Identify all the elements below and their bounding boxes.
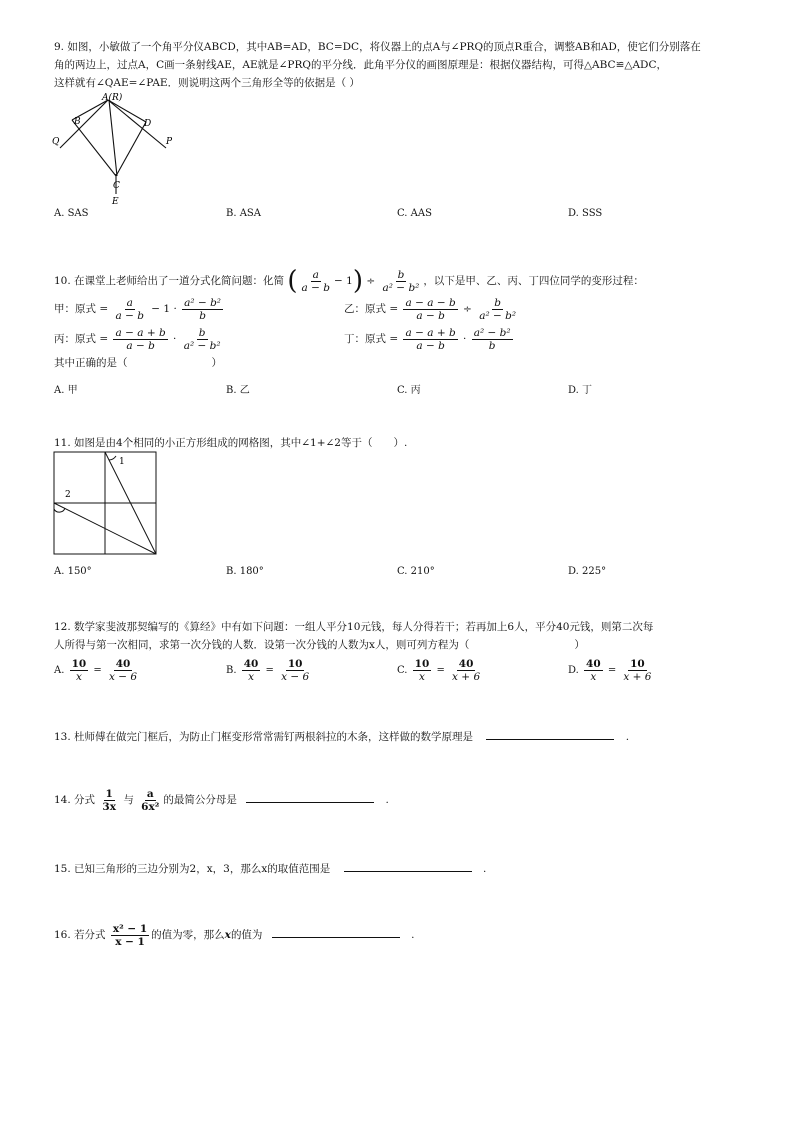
q10-question: 其中正确的是（ ） (54, 357, 222, 369)
q12-option-a[interactable]: A. $\frac{10}{x}$ = $\frac{40}{x - 6}$ (54, 658, 138, 683)
q10-option-c[interactable]: C. 丙 (397, 385, 421, 396)
q11-option-a[interactable]: A. 150° (54, 566, 92, 577)
q9-stem-line1: 9. 如图，小敏做了一个角平分仪ABCD，其中AB=AD，BC=DC，将仪器上的点A与∠PRQ的顶点R重合，调整AB和AD，使它们分别落在 (54, 41, 701, 53)
q9-option-b[interactable]: B. ASA (226, 208, 261, 219)
q10-option-b[interactable]: B. 乙 (226, 385, 250, 396)
q10-bing: 丙：原式 = $\frac{a - a + b}{a - b}$ · $\frac{b}{\text{a² − b²}}$ (54, 326, 221, 352)
q16-answer-blank[interactable] (272, 937, 400, 938)
q9-label-E: E (112, 197, 119, 207)
q11-option-c[interactable]: C. 210° (397, 566, 435, 577)
q9-stem-line2: 角的两边上，过点A，C画一条射线AE，AE就是∠PRQ的平分线．此角平分仪的画图原理是：根据仪器结构，可得△ABC≌△ADC， (54, 59, 667, 71)
q10-left-paren: ( (287, 266, 298, 296)
q9-label-P: P (166, 137, 173, 147)
q9-label-C: C (113, 181, 120, 191)
q9-option-a[interactable]: A. SAS (54, 208, 89, 219)
q15-answer-blank[interactable] (344, 871, 472, 872)
q10-stem (54, 266, 644, 296)
q11-angle-2-label: 2 (65, 490, 71, 500)
q10-option-d[interactable]: D. 丁 (568, 385, 593, 396)
q9-label-Q: Q (52, 137, 60, 147)
q10-frac-divisor: $\frac{b}{\text{a² − b²}}$ (382, 268, 420, 294)
q9-stem-line3: 这样就有∠QAE=∠PAE．则说明这两个三角形全等的依据是（ ） (54, 77, 360, 89)
q12-stem-line2: 人所得与第一次相同，求第一次分钱的人数．设第一次分钱的人数为x人，则可列方程为（ ） (54, 639, 585, 651)
q14-answer-blank[interactable] (246, 802, 374, 803)
q9-label-D: D (144, 119, 152, 129)
q10-intro-tail: ，以下是甲、乙、丙、丁四位同学的变形过程： (423, 275, 644, 287)
q11-option-b[interactable]: B. 180° (226, 566, 264, 577)
q11-stem: 11. 如图是由4个相同的小正方形组成的网格图，其中∠1+∠2等于（ ）. (54, 437, 408, 449)
q9-label-B: B (74, 117, 81, 127)
q9-option-d[interactable]: D. SSS (568, 208, 603, 219)
q9-label-A: A(R) (102, 93, 123, 103)
q11-option-d[interactable]: D. 225° (568, 566, 607, 577)
q16-stem: 16. 若分式 $\frac{\text{x² − 1}}{x - 1}$ 的值为零，那么x的值为 . (54, 922, 415, 948)
q10-ding: 丁：原式 = $\frac{a - a + b}{a - b}$ · $\frac{\text{a² − b²}}{b}$ (344, 326, 511, 352)
q12-option-b[interactable]: B. $\frac{40}{x}$ = $\frac{10}{x - 6}$ (226, 658, 310, 683)
q12-option-c[interactable]: C. $\frac{10}{x}$ = $\frac{40}{x + 6}$ (397, 658, 481, 683)
q12-option-d[interactable]: D. $\frac{40}{x}$ = $\frac{10}{x + 6}$ (568, 658, 652, 683)
q10-yi: 乙：原式 = $\frac{a - a - b}{a - b}$ ÷ $\frac{b}{\text{a² − b²}}$ (344, 296, 517, 322)
q10-jia: 甲：原式 = $\frac{a}{a - b}$ − 1 · $\frac{\text{a² − b²}}{b}$ (54, 296, 222, 322)
q10-frac-main: $\frac{a}{a - b}$ (301, 268, 331, 294)
q9-angle-bisector-diagram (50, 90, 180, 208)
q13-answer-blank[interactable] (486, 739, 614, 740)
q10-minus-one: − 1 (334, 275, 353, 287)
q10-option-a[interactable]: A. 甲 (54, 385, 78, 396)
q10-divide-sign: ÷ (366, 275, 376, 287)
q10-right-paren: ) (352, 266, 363, 296)
q12-stem-line1: 12. 数学家斐波那契编写的《算经》中有如下问题：一组人平分10元钱，每人分得若干；若再加上6人，平分40元钱，则第二次每 (54, 621, 654, 633)
q11-grid-diagram (52, 450, 160, 558)
q9-option-c[interactable]: C. AAS (397, 208, 432, 219)
q10-intro-text: 10. 在课堂上老师给出了一道分式化简问题：化简 (54, 275, 285, 287)
q13-stem: 13. 杜师傅在做完门框后，为防止门框变形常常需钉两根斜拉的木条，这样做的数学原理是 . (54, 731, 630, 743)
q14-stem: 14. 分式 $\frac{1}{3x}$ 与 $\frac{a}{\text{6x²}}$ 的最简公分母是 . (54, 787, 389, 813)
q15-stem: 15. 已知三角形的三边分别为2，x，3，那么x的取值范围是 . (54, 863, 487, 875)
q11-angle-1-label: 1 (119, 457, 125, 467)
